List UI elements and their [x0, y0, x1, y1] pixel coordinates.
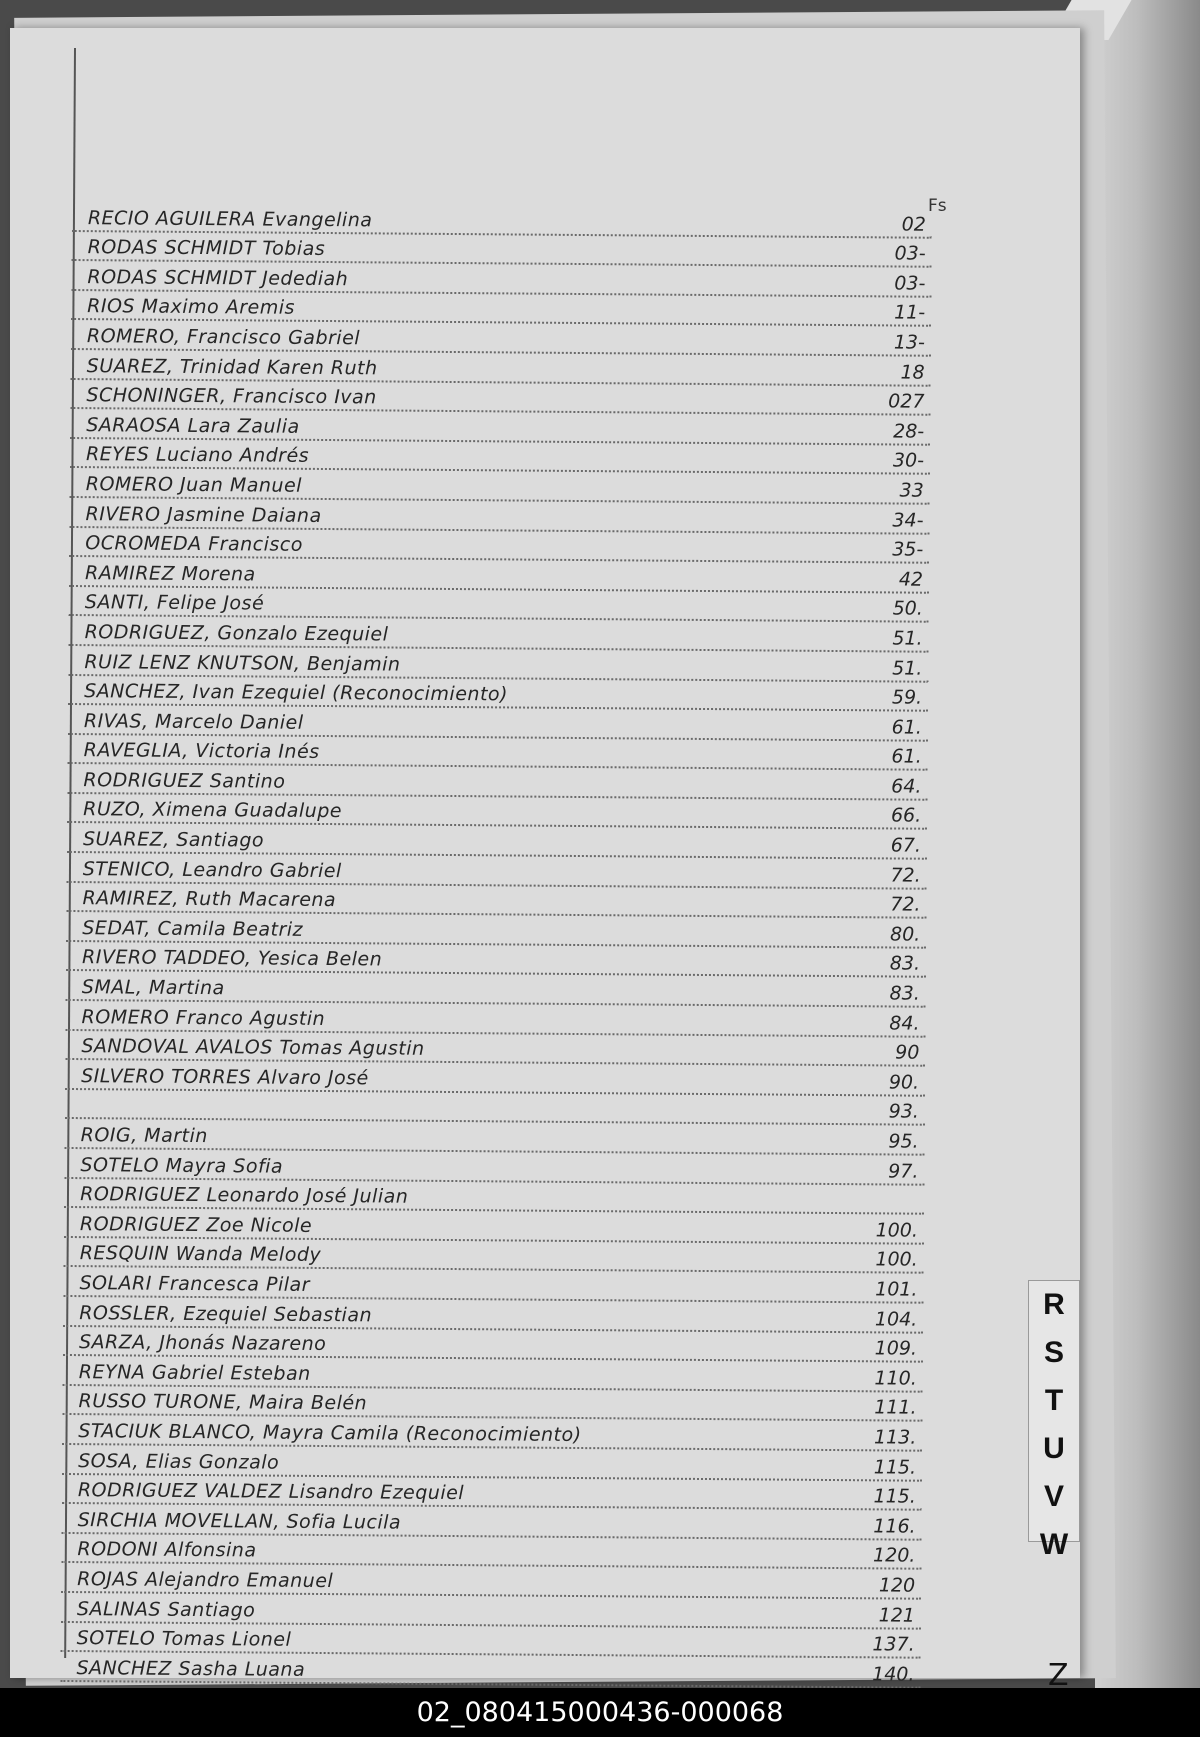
entry-folio: 97. — [888, 1160, 919, 1183]
entry-folio: 42 — [898, 568, 924, 591]
entry-name: SOSA, Elias Gonzalo — [78, 1449, 280, 1474]
entry-name: RODRIGUEZ VALDEZ Lisandro Ezequiel — [77, 1479, 465, 1505]
entry-name: RODRIGUEZ Santino — [83, 768, 286, 793]
entry-folio: 33 — [899, 479, 924, 502]
entry-folio: 03- — [894, 242, 926, 265]
entry-name: RAVEGLIA, Victoria Inés — [83, 739, 320, 764]
entry-folio: 13- — [893, 331, 926, 354]
entry-name: RESQUIN Wanda Melody — [79, 1242, 322, 1267]
entry-name: SUAREZ, Santiago — [82, 828, 265, 852]
entry-name: RODAS SCHMIDT Tobias — [87, 236, 326, 261]
entry-folio: 66. — [890, 804, 922, 828]
entry-folio: 137. — [872, 1633, 915, 1656]
entry-folio: 111. — [874, 1396, 917, 1420]
entry-name: REYES Luciano Andrés — [85, 443, 310, 468]
entry-folio: 80. — [889, 923, 921, 946]
entry-folio: 59. — [891, 686, 923, 709]
entry-name: SMAL, Martina — [81, 976, 225, 1000]
entry-folio: 83. — [889, 952, 921, 976]
entry-row — [60, 1652, 920, 1688]
entry-folio: 95. — [888, 1130, 919, 1153]
entry-name: RAMIREZ Morena — [85, 561, 256, 586]
entry-name: RECIO AGUILERA Evangelina — [87, 206, 373, 231]
entry-name: SILVERO TORRES Alvaro José — [81, 1064, 369, 1090]
entry-folio: 84. — [889, 1012, 920, 1035]
tab-letter-r[interactable]: R — [1043, 1288, 1065, 1321]
tab-letter-s[interactable]: S — [1043, 1336, 1064, 1369]
entry-name: REYNA Gabriel Esteban — [78, 1360, 311, 1385]
entry-folio: 100. — [875, 1248, 918, 1272]
tab-letter-t[interactable]: T — [1044, 1384, 1064, 1417]
entry-folio: 03- — [894, 272, 926, 295]
entry-folio — [838, 1211, 924, 1213]
index-page — [10, 28, 1080, 1688]
entry-name: RODRIGUEZ Zoe Nicole — [79, 1212, 313, 1237]
entry-folio: 02 — [901, 213, 926, 236]
entry-name: SANCHEZ, Ivan Ezequiel (Reconocimiento) — [84, 680, 509, 706]
entry-name: ROMERO, Francisco Gabriel — [86, 325, 361, 350]
entry-name: SARZA, Jhonás Nazareno — [78, 1331, 327, 1356]
entry-folio: 90 — [895, 1041, 920, 1064]
folio-column-header: Fs — [928, 196, 947, 216]
entry-folio: 110. — [874, 1367, 917, 1390]
entry-name: SARAOSA Lara Zaulia — [86, 413, 300, 438]
entry-name: SANDOVAL AVALOS Tomas Agustin — [81, 1035, 425, 1061]
entry-folio: 11- — [894, 301, 926, 325]
bottom-tab-letter: Z — [1048, 1658, 1069, 1688]
entry-name: ROMERO Juan Manuel — [85, 473, 303, 497]
entry-list — [60, 202, 932, 1688]
entry-name: SOTELO Tomas Lionel — [76, 1627, 292, 1651]
entry-folio: 121 — [878, 1603, 916, 1627]
entry-folio: 72. — [890, 864, 921, 887]
entry-name: RODAS SCHMIDT Jedediah — [87, 265, 349, 290]
entry-folio: 51. — [892, 627, 923, 650]
entry-name: SOLARI Francesca Pilar — [79, 1272, 311, 1296]
entry-folio: 140. — [872, 1663, 915, 1686]
entry-name: RIVERO TADDEO, Yesica Belen — [81, 946, 383, 971]
entry-folio: 72. — [890, 893, 921, 916]
entry-name: SANTI, Felipe José — [84, 591, 265, 615]
entry-name: RIOS Maximo Aremis — [87, 295, 296, 320]
entry-folio: 83. — [889, 982, 920, 1005]
entry-name: SUAREZ, Trinidad Karen Ruth — [86, 354, 378, 379]
entry-name: RODRIGUEZ, Gonzalo Ezequiel — [84, 621, 389, 646]
entry-folio: 027 — [888, 390, 925, 413]
entry-folio: 61. — [891, 716, 922, 739]
caption-bar — [0, 1688, 1200, 1737]
entry-folio: 115. — [873, 1485, 916, 1508]
entry-name: RIVAS, Marcelo Daniel — [83, 709, 304, 734]
entry-folio: 109. — [874, 1337, 918, 1360]
entry-name: RODRIGUEZ Leonardo José Julian — [80, 1183, 409, 1208]
tab-letter-u[interactable]: U — [1043, 1432, 1065, 1465]
entry-folio: 116. — [873, 1515, 916, 1538]
entry-name: RUIZ LENZ KNUTSON, Benjamin — [84, 650, 401, 676]
entry-folio: 34- — [892, 508, 924, 532]
entry-folio: 120 — [878, 1574, 916, 1597]
alphabet-tabs — [1028, 1280, 1080, 1561]
entry-name: ROSSLER, Ezequiel Sebastian — [79, 1301, 373, 1326]
entry-name: STACIUK BLANCO, Mayra Camila (Reconocimiento) — [78, 1420, 582, 1446]
entry-name: RUZO, Ximena Guadalupe — [83, 798, 343, 823]
entry-folio: 93. — [888, 1100, 919, 1124]
entry-folio: 104. — [874, 1307, 918, 1331]
entry-name: OCROMEDA Francisco — [85, 532, 303, 556]
entry-name: SOTELO Mayra Sofia — [80, 1153, 284, 1178]
entry-folio: 113. — [873, 1426, 917, 1449]
tab-letter-w[interactable]: W — [1039, 1528, 1069, 1561]
entry-name: SANCHEZ Sasha Luana — [76, 1656, 306, 1681]
entry-folio: 101. — [875, 1278, 918, 1301]
entry-folio: 18 — [900, 361, 925, 384]
entry-folio: 35- — [892, 538, 924, 561]
entry-name: SCHONINGER, Francisco Ivan — [86, 384, 377, 409]
entry-name: RUSSO TURONE, Maira Belén — [78, 1390, 368, 1415]
entry-folio: 64. — [891, 775, 922, 798]
entry-folio: 28- — [893, 420, 925, 443]
entry-name: SIRCHIA MOVELLAN, Sofia Lucila — [77, 1508, 402, 1534]
entry-name: STENICO, Leandro Gabriel — [82, 857, 342, 882]
entry-folio: 61. — [891, 745, 922, 768]
entry-name: RODONI Alfonsina — [77, 1538, 257, 1562]
tab-letter-v[interactable]: V — [1043, 1480, 1064, 1513]
entry-folio: 30- — [892, 449, 925, 473]
entry-name: ROIG, Martin — [80, 1124, 208, 1148]
entry-name: ROMERO Franco Agustin — [81, 1005, 326, 1030]
entry-name: SEDAT, Camila Beatriz — [82, 916, 304, 941]
entry-folio: 120. — [872, 1544, 916, 1567]
entry-folio: 100. — [875, 1219, 919, 1242]
entry-name: SALINAS Santiago — [76, 1597, 256, 1621]
entry-name: RAMIREZ, Ruth Macarena — [82, 887, 337, 912]
image-caption: 02_080415000436-000068 — [416, 1697, 784, 1728]
entry-folio: 51. — [892, 656, 923, 680]
entry-name: ROJAS Alejandro Emanuel — [77, 1567, 334, 1593]
entry-folio: 90. — [888, 1071, 920, 1094]
entry-name: RIVERO Jasmine Daiana — [85, 502, 322, 527]
entry-folio: 50. — [892, 597, 923, 621]
entry-folio: 115. — [873, 1455, 917, 1479]
entry-folio: 67. — [890, 834, 922, 857]
